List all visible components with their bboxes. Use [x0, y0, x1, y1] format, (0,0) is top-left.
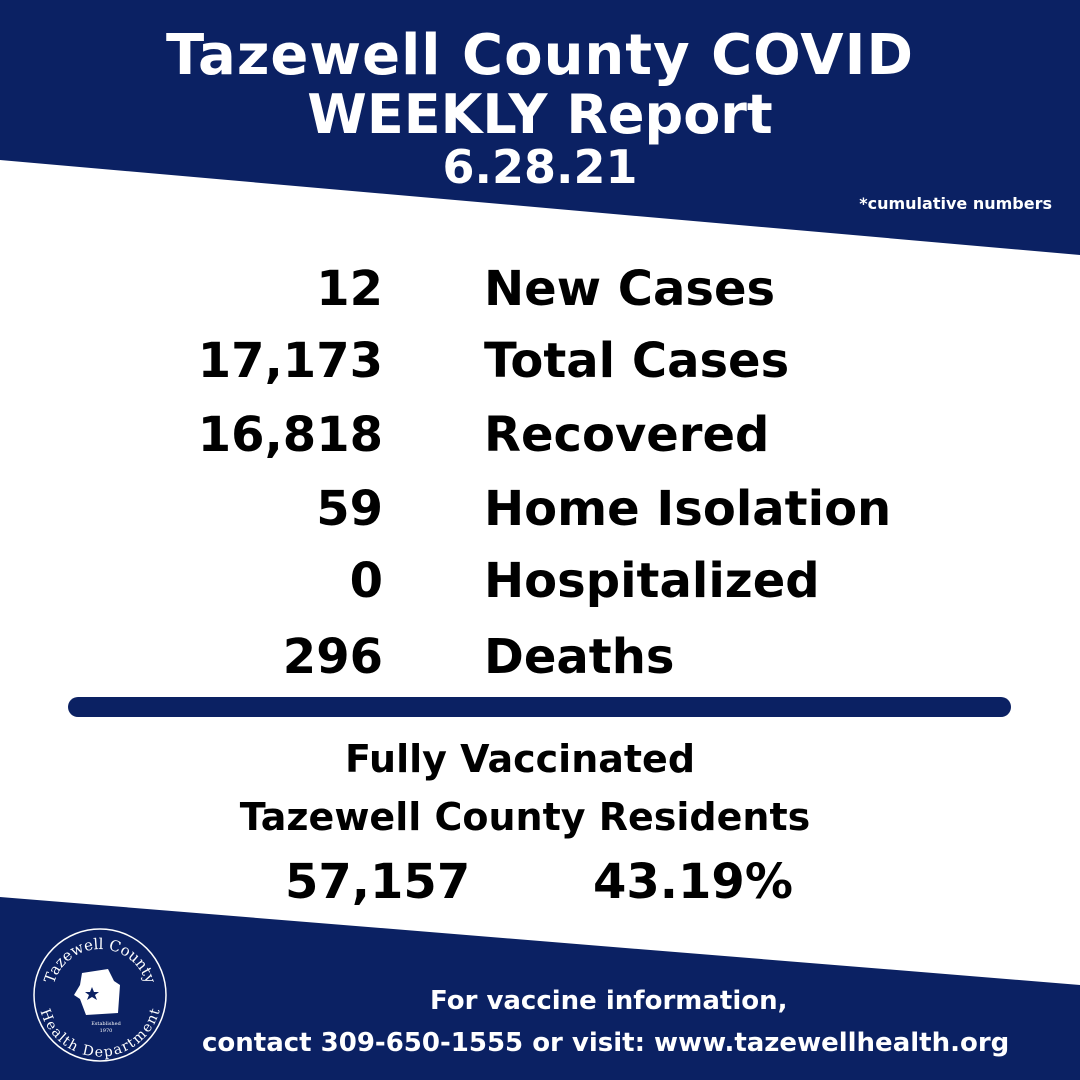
home-isolation-label: Home Isolation [484, 481, 892, 537]
recovered-value: 16,818 [197, 407, 383, 463]
health-department-logo [30, 925, 170, 1065]
hospitalized-value: 0 [349, 553, 383, 609]
new-cases-value: 12 [316, 261, 383, 317]
vaccinated-subheading: Tazewell County Residents [239, 795, 811, 839]
recovered-label: Recovered [484, 407, 770, 463]
section-divider [68, 697, 1011, 717]
total-cases-label: Total Cases [484, 333, 790, 389]
hospitalized-label: Hospitalized [484, 553, 820, 609]
vaccinated-percent: 43.19% [593, 854, 793, 910]
logo-arc-bottom: Health Department [36, 1006, 164, 1061]
vaccinated-count: 57,157 [285, 854, 471, 910]
footer-contact-line: contact 309-650-1555 or visit: www.tazewellhealth.org [202, 1028, 1010, 1058]
total-cases-value: 17,173 [197, 333, 383, 389]
cumulative-note: *cumulative numbers [859, 194, 1052, 213]
deaths-label: Deaths [484, 629, 675, 685]
report-subtitle: WEEKLY Report [307, 83, 773, 146]
deaths-value: 296 [282, 629, 383, 685]
vaccinated-heading: Fully Vaccinated [344, 737, 696, 781]
logo-established: Established [91, 1021, 121, 1027]
county-map-star-icon [74, 969, 120, 1015]
footer-info-line: For vaccine information, [430, 986, 788, 1016]
new-cases-label: New Cases [484, 261, 776, 317]
report-title: Tazewell County COVID [166, 23, 914, 88]
home-isolation-value: 59 [316, 481, 383, 537]
report-date: 6.28.21 [442, 140, 638, 194]
logo-arc-top: Tazewell County [40, 934, 160, 986]
logo-year: 1970 [99, 1028, 113, 1034]
